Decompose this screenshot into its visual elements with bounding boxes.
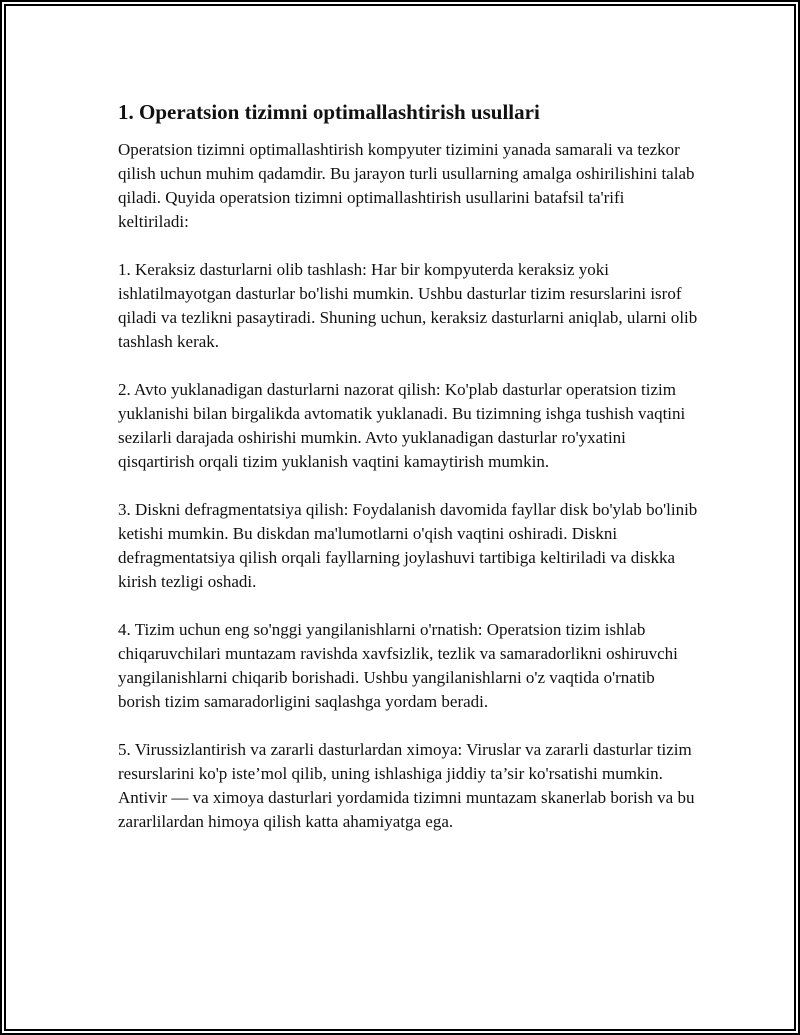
intro-paragraph: Operatsion tizimni optimallashtirish kompyuter tizimini yanada samarali va tezkor qilish uchun muhim qadamdir. Bu jarayon turli usullarning amalga oshirilishini talab qiladi. Quyida operatsion tizimni optimallashtirish usullarini batafsil ta'rifi keltiriladi: xyxy=(118,140,695,231)
method-5-paragraph: 5. Virussizlantirish va zararli dasturlardan ximoya: Viruslar va zararli dasturlar tizim resurslarini ko'p iste’mol qilib, uning ishlashiga jiddiy ta’sir ko'rsatishi mumkin. Antivir — va ximoya dasturlari yordamida tizimni muntazam skanerlab borish va bu zararlilardan himoya qilish katta ahamiyatga ega. xyxy=(118,740,695,831)
method-2-paragraph: 2. Avto yuklanadigan dasturlarni nazorat qilish: Ko'plab dasturlar operatsion tizim yuklanishi bilan birgalikda avtomatik yuklanadi. Bu tizimning ishga tushish vaqtini sezilarli darajada oshirishi mumkin. Avto yuklanadigan dasturlar ro'yxatini qisqartirish orqali tizim yuklanish vaqtini kamaytirish mumkin. xyxy=(118,380,686,471)
method-3-paragraph: 3. Diskni defragmentatsiya qilish: Foydalanish davomida fayllar disk bo'ylab bo'linib ketishi mumkin. Bu diskdan ma'lumotlarni o'qish vaqtini oshiradi. Diskni defragmentatsiya qilish orqali fayllarning joylashuvi tartibiga keltiriladi va diskka kirish tezligi oshadi. xyxy=(118,500,698,591)
method-4-paragraph: 4. Tizim uchun eng so'nggi yangilanishlarni o'rnatish: Operatsion tizim ishlab chiqaruvchilari muntazam ravishda xavfsizlik, tezlik va samaradorlikni oshiruvchi yangilanishlarni chiqarib borishadi. Ushbu yangilanishlarni o'z vaqtida o'rnatib borish tizim samaradorligini saqlashga yordam beradi. xyxy=(118,620,678,711)
document-title: 1. Operatsion tizimni optimallashtirish usullari xyxy=(118,100,540,124)
document-body xyxy=(118,98,698,858)
method-1-paragraph: 1. Keraksiz dasturlarni olib tashlash: Har bir kompyuterda keraksiz yoki ishlatilmayotgan dasturlar bo'lishi mumkin. Ushbu dasturlar tizim resurslarini isrof qiladi va tezlikni pasaytiradi. Shuning uchun, keraksiz dasturlarni aniqlab, ularni olib tashlash kerak. xyxy=(118,260,698,351)
